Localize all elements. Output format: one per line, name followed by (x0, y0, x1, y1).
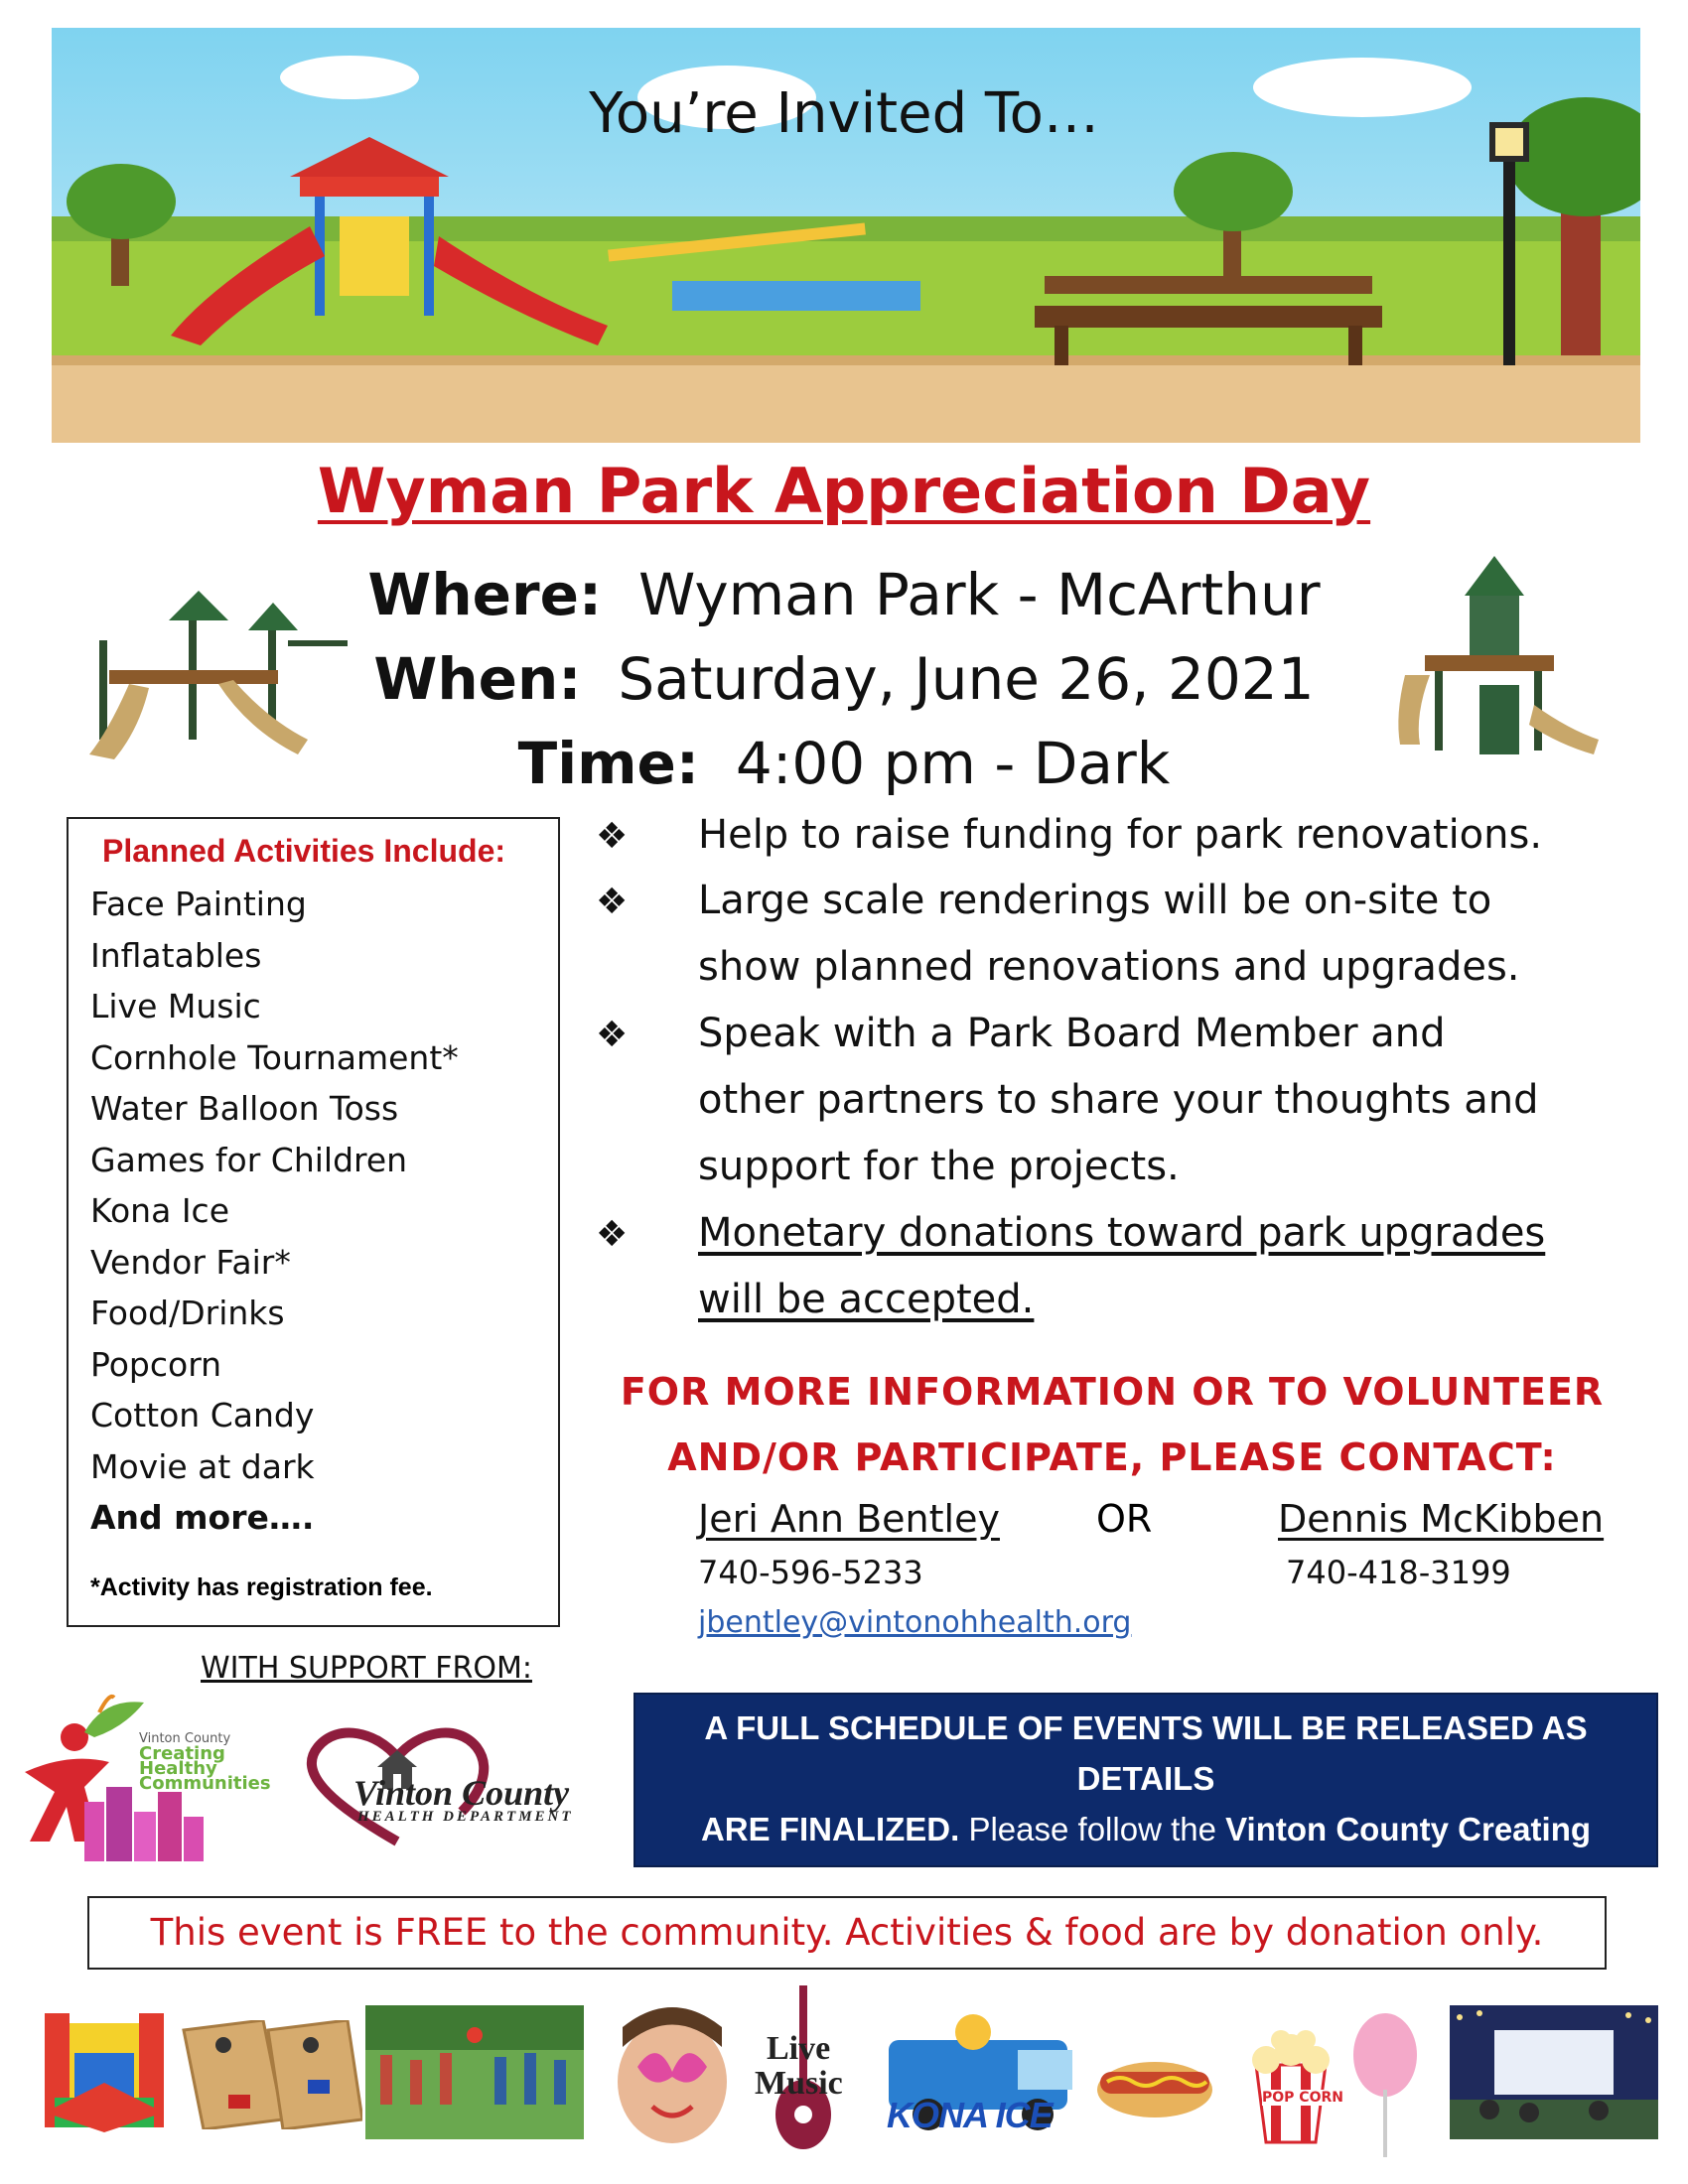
bullet-diamond-icon: ❖ (596, 1015, 629, 1055)
popcorn-image (1241, 2025, 1340, 2144)
water-balloon-toss-photo (365, 2005, 584, 2139)
registration-fee-note: *Activity has registration fee. (90, 1573, 433, 1601)
live-music-text-1: Live (767, 2030, 831, 2067)
contact-phone-jeri: 740-596-5233 (698, 1554, 923, 1591)
vinton-logo-subtext: HEALTH DEPARTMENT (357, 1809, 574, 1825)
bullet-diamond-icon: ❖ (596, 882, 629, 922)
support-label: WITH SUPPORT FROM: (201, 1651, 532, 1686)
contact-name-jeri: Jeri Ann Bentley (698, 1497, 1000, 1541)
invite-headline: You’re Invited To… (589, 81, 1099, 146)
list-item: Games for Children (90, 1140, 408, 1179)
bullet-text: Large scale renderings will be on-site to (698, 878, 1492, 923)
list-item: Movie at dark (90, 1446, 315, 1486)
bullet-diamond-icon: ❖ (596, 816, 629, 857)
list-item: Face Painting (90, 885, 307, 923)
list-item: Water Balloon Toss (90, 1089, 399, 1128)
schedule-notice: A FULL SCHEDULE OF EVENTS WILL BE RELEASED AS DETAILS ARE FINALIZED. Please follow the Vinton County Creating Healthy Communities page on Facebook for updates. (633, 1693, 1658, 1867)
activities-heading: Planned Activities Include: (102, 833, 506, 869)
list-item: Cornhole Tournament* (90, 1037, 459, 1077)
list-item: Popcorn (90, 1344, 222, 1384)
list-item: Vendor Fair* (90, 1242, 291, 1282)
vinton-logo-text: Vinton County (353, 1773, 570, 1813)
live-music-text-2: Music (755, 2065, 843, 2102)
chc-logo-text-2: Creating (139, 1743, 225, 1764)
cotton-candy-image (1350, 2010, 1420, 2159)
bullet-diamond-icon: ❖ (596, 1214, 629, 1255)
kona-ice-text: KONA ICE (887, 2095, 1053, 2135)
where-line: Where: Wyman Park - McArthur (367, 561, 1321, 628)
bullet-text: support for the projects. (698, 1144, 1180, 1189)
contact-heading-line2: AND/OR PARTICIPATE, PLEASE CONTACT: (667, 1435, 1557, 1479)
bullet-text: show planned renovations and upgrades. (698, 944, 1520, 990)
bullet-text: Help to raise funding for park renovations. (698, 812, 1543, 858)
bullet-text: other partners to share your thoughts and (698, 1077, 1539, 1123)
free-event-notice: This event is FREE to the community. Activities & food are by donation only. (87, 1896, 1607, 1970)
list-item: Kona Ice (90, 1191, 229, 1230)
contact-phone-dennis: 740-418-3199 (1286, 1554, 1511, 1591)
activities-box (67, 817, 560, 1627)
contact-name-dennis: Dennis McKibben (1278, 1497, 1605, 1541)
contact-heading-line1: FOR MORE INFORMATION OR TO VOLUNTEER (620, 1370, 1605, 1414)
activities-list (90, 879, 459, 1544)
bullet-text: will be accepted. (698, 1277, 1035, 1322)
event-title: Wyman Park Appreciation Day (317, 455, 1371, 527)
chc-logo-text-1: Vinton County (139, 1731, 231, 1746)
time-line: Time: 4:00 pm - Dark (517, 730, 1171, 797)
movie-night-image (1450, 2005, 1658, 2139)
list-item: Inflatables (90, 935, 262, 975)
when-line: When: Saturday, June 26, 2021 (373, 645, 1315, 713)
list-item: Cotton Candy (90, 1396, 315, 1434)
face-painting-photo (608, 2007, 737, 2146)
hot-dog-image (1095, 2040, 1214, 2124)
bullet-text: Monetary donations toward park upgrades (698, 1210, 1546, 1256)
popcorn-text: POP CORN (1262, 2090, 1343, 2106)
list-item: Food/Drinks (90, 1294, 285, 1332)
bounce-house-image (45, 2003, 164, 2132)
list-item: Live Music (90, 987, 261, 1025)
cornhole-boards-image (174, 2020, 362, 2129)
list-item: And more…. (90, 1498, 315, 1537)
chc-logo-text-4: Communities (139, 1773, 271, 1794)
or-label: OR (1096, 1497, 1153, 1541)
contact-email-link[interactable]: jbentley@vintonohhealth.org (698, 1605, 1132, 1640)
bullet-text: Speak with a Park Board Member and (698, 1011, 1446, 1056)
chc-logo-text-3: Healthy (139, 1758, 217, 1779)
